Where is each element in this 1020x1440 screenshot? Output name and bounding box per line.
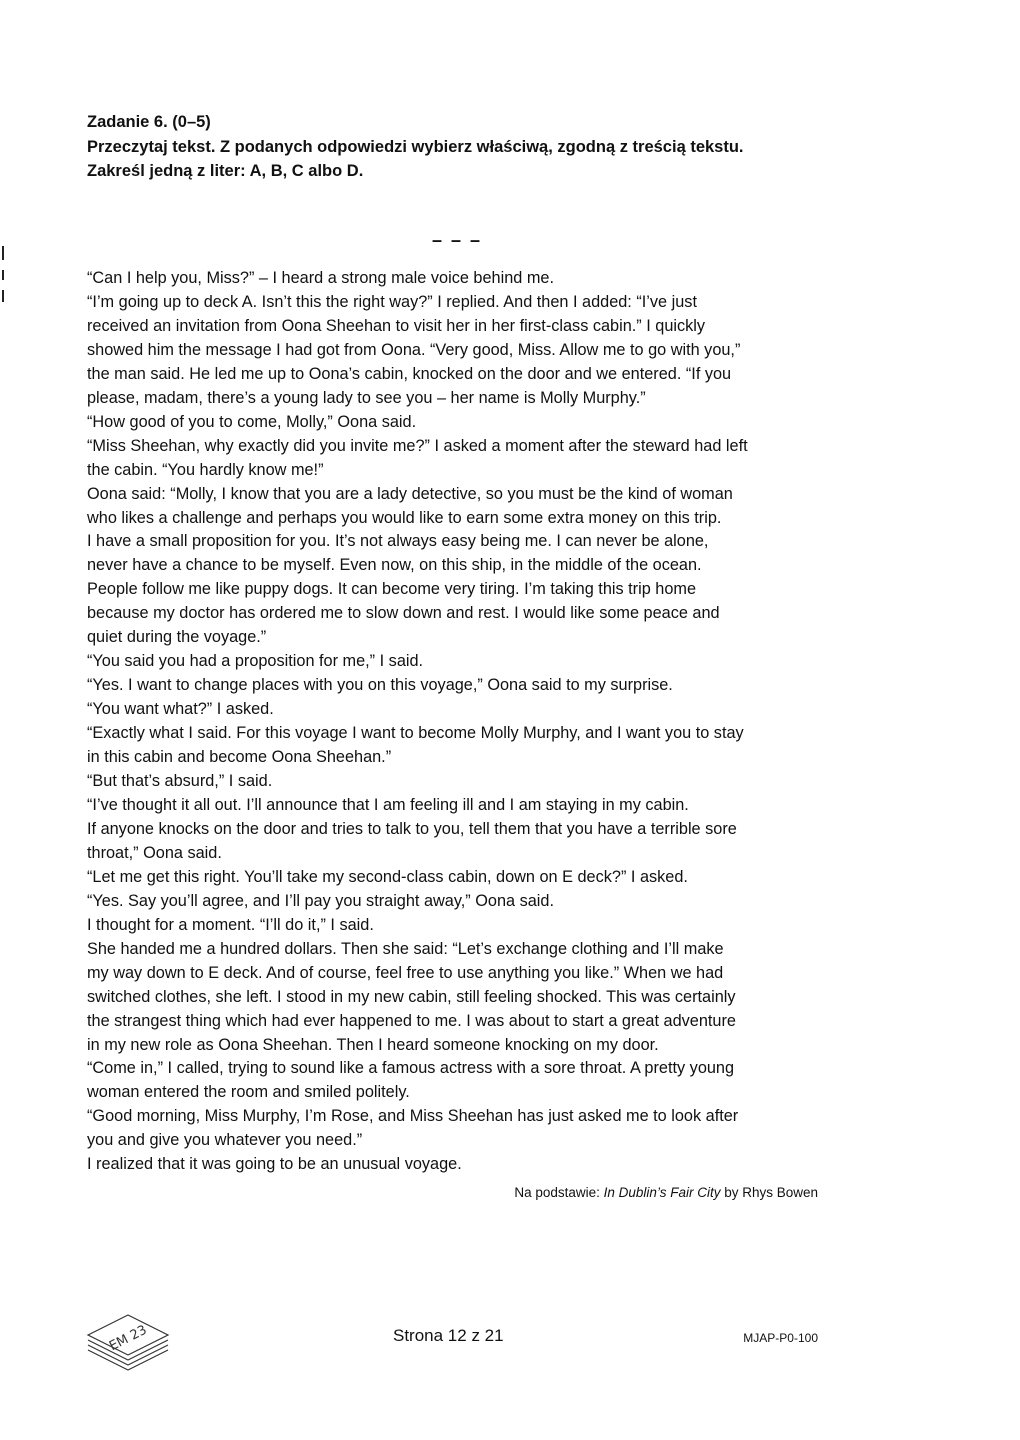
story-line: switched clothes, she left. I stood in my new cabin, still feeling shocked. This was certainly [87, 987, 736, 1006]
logo-text: EM 23 [106, 1322, 150, 1355]
source-prefix: Na podstawie: [514, 1185, 604, 1200]
story-line: in my new role as Oona Sheehan. Then I heard someone knocking on my door. [87, 1035, 659, 1054]
task-instruction: Zakreśl jedną z liter: A, B, C albo D. [87, 162, 364, 180]
story-line: If anyone knocks on the door and tries to talk to you, tell them that you have a terrible sore [87, 819, 737, 838]
story-line: “You want what?” I asked. [87, 700, 274, 719]
story-line: please, madam, there’s a young lady to see you – her name is Molly Murphy.” [87, 388, 646, 407]
story-line: I thought for a moment. “I’ll do it,” I said. [87, 915, 374, 934]
exam-logo-icon [83, 1300, 173, 1375]
story-line: “I’ve thought it all out. I’ll announce that I am feeling ill and I am staying in my cabin. [87, 795, 689, 814]
margin-mark [2, 270, 4, 280]
page-number: Strona 12 z 21 [393, 1326, 504, 1345]
margin-mark [2, 290, 4, 302]
story-line: woman entered the room and smiled politely. [87, 1083, 410, 1102]
text-separator: – – – [432, 230, 483, 250]
story-line: quiet during the voyage.” [87, 628, 267, 647]
task-title: Zadanie 6. (0–5) [87, 113, 211, 131]
story-line: the man said. He led me up to Oona’s cabin, knocked on the door and we entered. “If you [87, 364, 732, 383]
story-line: “Yes. Say you’ll agree, and I’ll pay you straight away,” Oona said. [87, 891, 554, 910]
story-line: “You said you had a proposition for me,” I said. [87, 652, 424, 671]
story-line: “But that’s absurd,” I said. [87, 772, 273, 791]
story-text [87, 267, 827, 1177]
story-line: you and give you whatever you need.” [87, 1131, 363, 1150]
story-line: because my doctor has ordered me to slow down and rest. I would like some peace and [87, 604, 720, 623]
story-line: I have a small proposition for you. It’s not always easy being me. I can never be alone, [87, 532, 709, 551]
story-line: She handed me a hundred dollars. Then she said: “Let’s exchange clothing and I’ll make [87, 939, 724, 958]
task-instruction: Przeczytaj tekst. Z podanych odpowiedzi wybierz właściwą, zgodną z treścią tekstu. [87, 137, 744, 156]
source-citation [514, 1185, 818, 1200]
story-line: “Let me get this right. You’ll take my second-class cabin, down on E deck?” I asked. [87, 867, 688, 886]
source-author: by Rhys Bowen [720, 1185, 818, 1200]
story-line: who likes a challenge and perhaps you would like to earn some extra money on this trip. [87, 508, 722, 527]
story-line: showed him the message I had got from Oona. “Very good, Miss. Allow me to go with you,” [87, 340, 741, 359]
story-line: Oona said: “Molly, I know that you are a lady detective, so you must be the kind of woman [87, 484, 733, 503]
source-title: In Dublin’s Fair City [603, 1185, 721, 1200]
story-line: “Can I help you, Miss?” – I heard a strong male voice behind me. [87, 269, 554, 287]
task-header [87, 110, 847, 184]
margin-mark [2, 246, 4, 260]
story-line: “I’m going up to deck A. Isn’t this the right way?” I replied. And then I added: “I’ve just [87, 292, 697, 311]
story-line: “Exactly what I said. For this voyage I want to become Molly Murphy, and I want you to stay [87, 724, 744, 743]
story-line: never have a chance to be myself. Even now, on this ship, in the middle of the ocean. [87, 556, 702, 575]
story-line: my way down to E deck. And of course, feel free to use anything you like.” When we had [87, 963, 724, 982]
story-line: I realized that it was going to be an unusual voyage. [87, 1155, 462, 1174]
story-line: throat,” Oona said. [87, 843, 222, 862]
story-line: “Miss Sheehan, why exactly did you invite me?” I asked a moment after the steward had left [87, 436, 748, 455]
story-line: “Come in,” I called, trying to sound like a famous actress with a sore throat. A pretty young [87, 1059, 735, 1078]
story-line: the strangest thing which had ever happened to me. I was about to start a great adventure [87, 1011, 736, 1030]
story-line: in this cabin and become Oona Sheehan.” [87, 748, 392, 767]
story-line: received an invitation from Oona Sheehan to visit her in her first-class cabin.” I quickly [87, 316, 706, 335]
story-line: “Yes. I want to change places with you on this voyage,” Oona said to my surprise. [87, 676, 673, 695]
story-line: “Good morning, Miss Murphy, I’m Rose, and Miss Sheehan has just asked me to look after [87, 1107, 739, 1126]
story-line: the cabin. “You hardly know me!” [87, 460, 324, 479]
document-code: MJAP-P0-100 [743, 1331, 818, 1345]
story-line: “How good of you to come, Molly,” Oona said. [87, 412, 417, 431]
story-line: People follow me like puppy dogs. It can become very tiring. I’m taking this trip home [87, 580, 697, 599]
